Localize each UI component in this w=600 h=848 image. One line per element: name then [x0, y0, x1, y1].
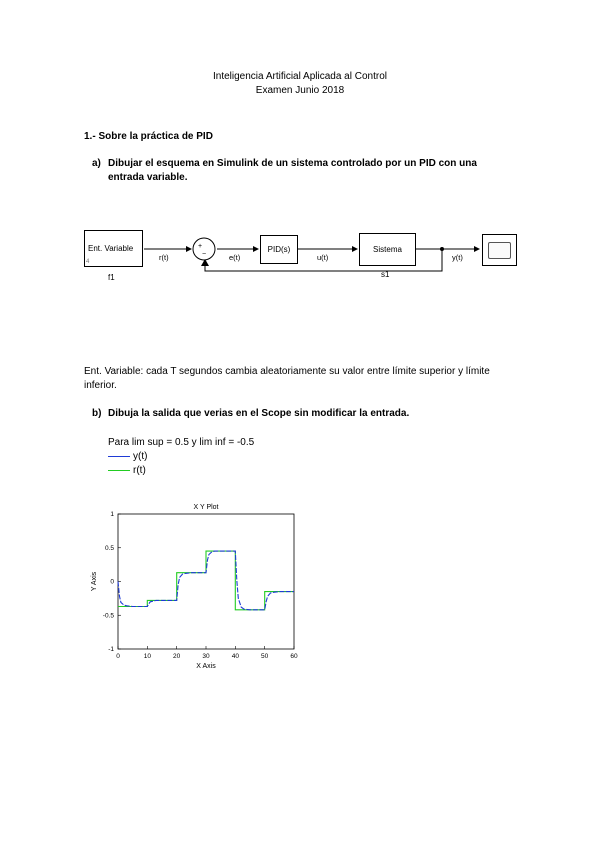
document-title: Inteligencia Artificial Aplicada al Control: [213, 71, 387, 82]
y-tick-label: -1: [108, 646, 114, 653]
ent-variable-block[interactable]: [84, 230, 143, 267]
x-tick-label: 20: [173, 653, 181, 660]
legend-r-swatch: [108, 470, 130, 471]
legend-y: [108, 451, 147, 462]
signal-y-label: y(t): [452, 253, 463, 262]
x-axis-label: X Axis: [196, 663, 216, 670]
y-tick-label: 0: [110, 578, 114, 586]
signal-r-label: r(t): [159, 253, 169, 262]
scope-block[interactable]: [482, 234, 517, 266]
branch-point: [440, 247, 444, 251]
section-title: 1.- Sobre la práctica de PID: [84, 131, 213, 142]
sum-minus-sign: −: [202, 251, 207, 258]
sistema-name: s1: [381, 270, 390, 279]
sistema-block[interactable]: [359, 233, 416, 266]
legend-y-label: y(t): [133, 451, 148, 462]
xy-plot: [80, 495, 320, 680]
explanation-line1: Ent. Variable: cada T segundos cambia aleatoriamente su valor entre límite superior y límite: [84, 366, 490, 377]
scope-icon: [488, 242, 511, 259]
signal-u-label: u(t): [317, 253, 329, 262]
legend-r-label: r(t): [133, 465, 146, 476]
y-tick-label: -0.5: [102, 612, 114, 620]
explanation-line2: inferior.: [84, 380, 117, 391]
question-a-line2: entrada variable.: [108, 172, 188, 183]
x-tick-label: 10: [143, 653, 151, 660]
sum-plus-sign: +: [198, 243, 203, 250]
x-tick-label: 0: [116, 653, 120, 660]
question-b-label: b): [92, 408, 102, 419]
question-a-line1: Dibujar el esquema en Simulink de un sistema controlado por un PID con una: [108, 158, 477, 169]
question-a-label: a): [92, 158, 101, 169]
y-tick-label: 1: [110, 511, 114, 518]
legend-r: [108, 465, 146, 476]
x-tick-label: 60: [290, 653, 298, 660]
legend-y-swatch: [108, 456, 130, 457]
pid-label: PID(s): [267, 245, 291, 254]
x-tick-label: 30: [202, 653, 210, 660]
sistema-label: Sistema: [373, 245, 402, 254]
signal-e-label: e(t): [229, 253, 241, 262]
document-subtitle: Examen Junio 2018: [255, 85, 345, 96]
y-axis-label: Y Axis: [91, 571, 98, 592]
plot-title: X Y Plot: [193, 504, 219, 511]
ent-variable-port: 4: [86, 259, 90, 265]
plot-area: [118, 514, 294, 649]
pid-block[interactable]: [260, 235, 298, 264]
ent-variable-label: Ent. Variable: [88, 244, 134, 253]
x-tick-label: 40: [231, 653, 239, 660]
y-tick-label: 0.5: [104, 544, 114, 552]
question-b-text: Dibuja la salida que verias en el Scope sin modificar la entrada.: [108, 408, 410, 419]
ent-variable-name: f1: [108, 273, 115, 282]
x-tick-label: 50: [261, 653, 269, 660]
limits-text: Para lim sup = 0.5 y lim inf = -0.5: [108, 437, 255, 448]
